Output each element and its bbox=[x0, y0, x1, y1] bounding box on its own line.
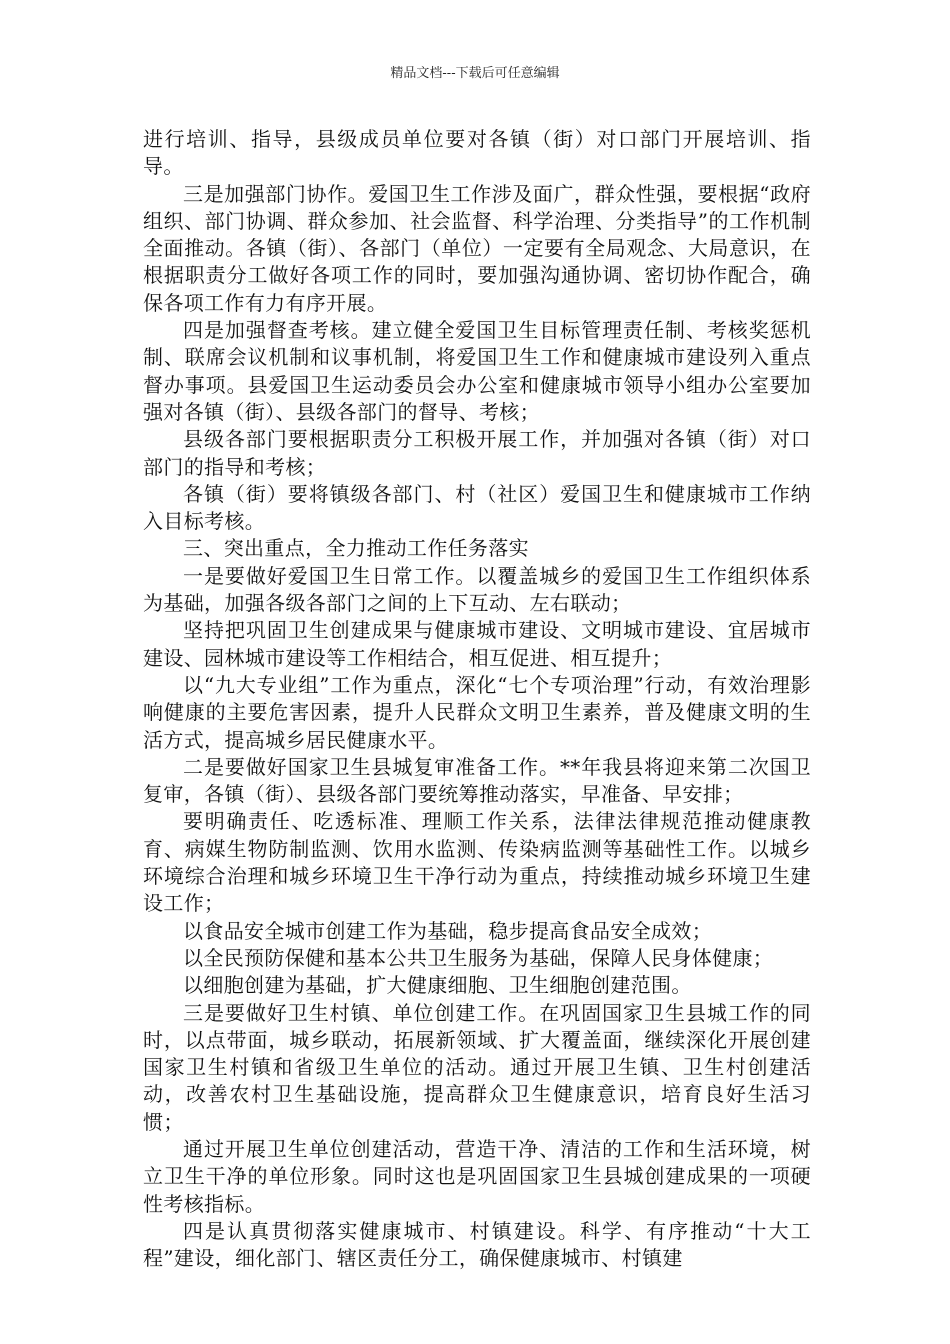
paragraph-7: 一是要做好爱国卫生日常工作。以覆盖城乡的爱国卫生工作组织体系为基础，加强各级各部门之间的上下互动、左右联动； bbox=[143, 563, 811, 616]
paragraph-17: 四是认真贯彻落实健康城市、村镇建设。科学、有序推动“十大工程”建设，细化部门、辖区责任分工，确保健康城市、村镇建 bbox=[143, 1218, 811, 1271]
paragraph-12: 以食品安全城市创建工作为基础，稳步提高食品安全成效； bbox=[183, 918, 713, 943]
paragraph-8: 坚持把巩固卫生创建成果与健康城市建设、文明城市建设、宜居城市建设、园林城市建设等工作相结合，相互促进、相互提升； bbox=[143, 618, 811, 670]
page-header: 精品文档---下载后可任意编辑 bbox=[390, 66, 560, 81]
paragraph-9: 以“九大专业组”工作为重点，深化“七个专项治理”行动，有效治理影响健康的主要危害因素，提升人民群众文明卫生素养，普及健康文明的生活方式，提高城乡居民健康水平。 bbox=[143, 672, 811, 752]
paragraph-13: 以全民预防保健和基本公共卫生服务为基础，保障人民身体健康； bbox=[183, 945, 774, 970]
paragraph-16: 通过开展卫生单位创建活动，营造干净、清洁的工作和生活环境，树立卫生干净的单位形象。同时这也是巩固国家卫生县城创建成果的一项硬性考核指标。 bbox=[143, 1136, 811, 1216]
paragraph-4: 县级各部门要根据职责分工积极开展工作，并加强对各镇（街）对口部门的指导和考核； bbox=[143, 427, 811, 479]
section-heading-3: 三、突出重点，全力推动工作任务落实 bbox=[183, 536, 529, 561]
paragraph-14: 以细胞创建为基础，扩大健康细胞、卫生细胞创建范围。 bbox=[183, 973, 692, 998]
paragraph-2: 三是加强部门协作。爱国卫生工作涉及面广，群众性强，要根据“政府组织、部门协调、群众参加、社会监督、科学治理、分类指导”的工作机制全面推动。各镇（街）、各部门（单位）一定要有全局观念、大局意识，在根据职责分工做好各项工作的同时，要加强沟通协调、密切协作配合，确保各项工作有力有序开展。 bbox=[143, 181, 811, 315]
paragraph-15: 三是要做好卫生村镇、单位创建工作。在巩固国家卫生县城工作的同时，以点带面，城乡联动，拓展新领域、扩大覆盖面，继续深化开展创建国家卫生村镇和省级卫生单位的活动。通过开展卫生镇、卫生村创建活动，改善农村卫生基础设施，提高群众卫生健康意识，培育良好生活习惯； bbox=[143, 1000, 811, 1134]
paragraph-1: 进行培训、指导，县级成员单位要对各镇（街）对口部门开展培训、指导。 bbox=[143, 127, 811, 179]
document-body bbox=[143, 126, 811, 1272]
paragraph-11: 要明确责任、吃透标准、理顺工作关系，法律法律规范推动健康教育、病媒生物防制监测、饮用水监测、传染病监测等基础性工作。以城乡环境综合治理和城乡环境卫生干净行动为重点，持续推动城乡环境卫生建设工作； bbox=[143, 809, 811, 916]
paragraph-3: 四是加强督查考核。建立健全爱国卫生目标管理责任制、考核奖惩机制、联席会议机制和议事机制，将爱国卫生工作和健康城市建设列入重点督办事项。县爱国卫生运动委员会办公室和健康城市领导小组办公室要加强对各镇（街）、县级各部门的督导、考核； bbox=[143, 318, 811, 424]
paragraph-5: 各镇（街）要将镇级各部门、村（社区）爱国卫生和健康城市工作纳入目标考核。 bbox=[143, 481, 811, 534]
paragraph-10: 二是要做好国家卫生县城复审准备工作。**年我县将迎来第二次国卫复审，各镇（街）、县级各部门要统筹推动落实，早准备、早安排； bbox=[143, 754, 811, 807]
